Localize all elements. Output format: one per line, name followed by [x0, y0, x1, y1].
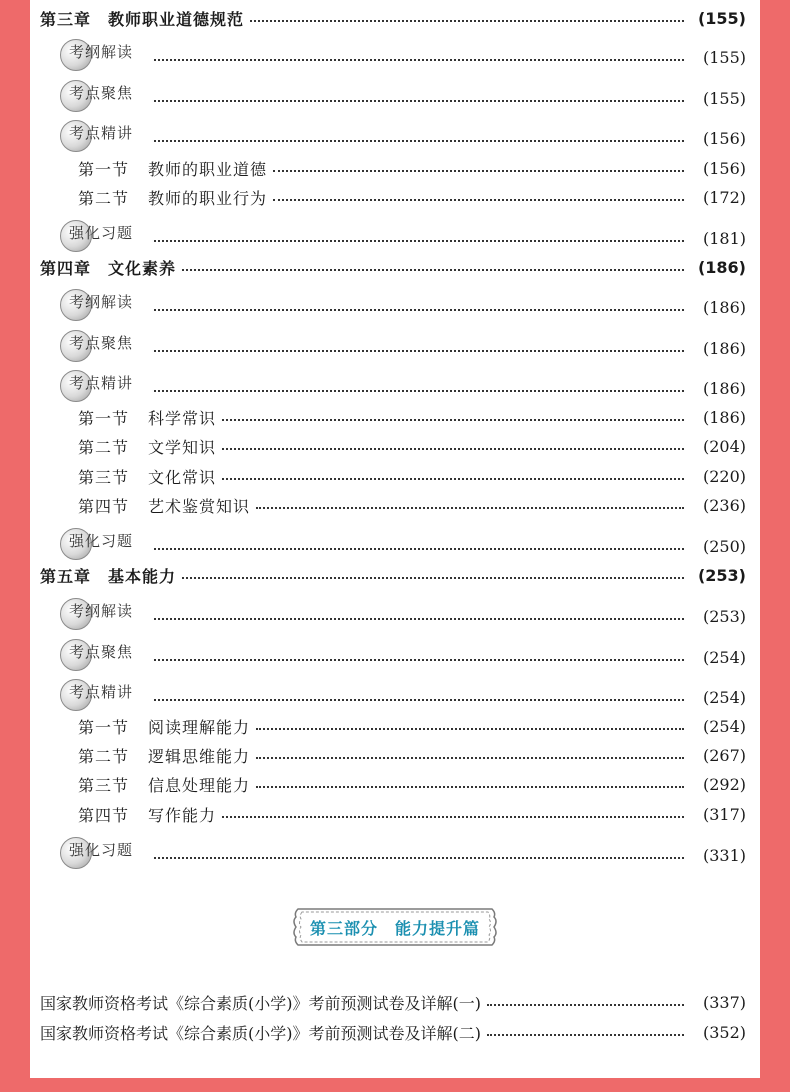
- page-number: (172): [702, 187, 746, 207]
- page-number: (267): [702, 745, 746, 765]
- toc-chapter[interactable]: [40, 6, 746, 30]
- section-title: 文学知识: [148, 437, 217, 457]
- subheading-label: 考点精讲: [69, 682, 134, 701]
- chapter-title: 第三章 教师职业道德规范: [40, 9, 245, 29]
- toc-subheading[interactable]: [60, 601, 746, 628]
- dot-leader: [487, 1024, 684, 1036]
- toc-section[interactable]: [78, 714, 746, 738]
- toc-subheading[interactable]: [60, 292, 746, 319]
- page-number: (254): [702, 647, 746, 667]
- section-title: 教师的职业行为: [148, 188, 268, 208]
- section-number: 第一节: [78, 159, 130, 179]
- banner-title: 第三部分 能力提升篇: [309, 918, 480, 938]
- toc-section[interactable]: [78, 434, 746, 458]
- section-title: 科学常识: [148, 408, 217, 428]
- page-number: (181): [702, 228, 746, 248]
- page-number: (317): [702, 804, 746, 824]
- toc-subheading[interactable]: [60, 373, 746, 400]
- dot-leader: [487, 994, 684, 1006]
- page-number: (156): [702, 128, 746, 148]
- section-number: 第二节: [78, 437, 130, 457]
- dot-leader: [154, 130, 684, 142]
- page-number: (254): [702, 716, 746, 736]
- toc-test-entry[interactable]: [40, 1020, 746, 1044]
- toc-subheading[interactable]: [60, 83, 746, 110]
- dot-leader: [154, 90, 684, 102]
- dot-leader: [182, 567, 684, 579]
- subheading-label: 考点聚焦: [69, 333, 134, 352]
- page-number: (292): [702, 774, 746, 794]
- page-number: (236): [702, 495, 746, 515]
- section-number: 第四节: [78, 496, 130, 516]
- toc-subheading[interactable]: [60, 531, 746, 558]
- subheading-label: 强化习题: [69, 223, 134, 242]
- page-number: (253): [697, 565, 746, 585]
- chapter-title: 第五章 基本能力: [40, 566, 177, 586]
- subheading-label: 考点精讲: [69, 373, 134, 392]
- dot-leader: [154, 49, 684, 61]
- page-number: (156): [702, 158, 746, 178]
- page-number: (155): [702, 47, 746, 67]
- toc-section[interactable]: [78, 464, 746, 488]
- subheading-label: 考点精讲: [69, 123, 134, 142]
- section-number: 第四节: [78, 805, 130, 825]
- subheading-label: 强化习题: [69, 531, 134, 550]
- dot-leader: [222, 468, 684, 480]
- page-number: (186): [702, 407, 746, 427]
- toc-section[interactable]: [78, 156, 746, 180]
- toc-subheading[interactable]: [60, 333, 746, 360]
- page-number: (253): [702, 606, 746, 626]
- page-number: (352): [702, 1022, 746, 1042]
- section-number: 第二节: [78, 746, 130, 766]
- part-banner: [290, 905, 500, 949]
- section-title: 写作能力: [148, 805, 217, 825]
- test-title: 国家教师资格考试《综合素质(小学)》考前预测试卷及详解(二): [40, 1023, 481, 1043]
- page-number: (186): [702, 378, 746, 398]
- section-title: 信息处理能力: [148, 775, 251, 795]
- section-number: 第一节: [78, 408, 130, 428]
- toc-subheading[interactable]: [60, 223, 746, 250]
- dot-leader: [250, 10, 684, 22]
- section-number: 第三节: [78, 775, 130, 795]
- toc-chapter[interactable]: [40, 255, 746, 279]
- dot-leader: [154, 608, 684, 620]
- page-number: (155): [702, 88, 746, 108]
- page-number: (331): [702, 845, 746, 865]
- toc-subheading[interactable]: [60, 682, 746, 709]
- toc-section[interactable]: [78, 772, 746, 796]
- toc-section[interactable]: [78, 493, 746, 517]
- subheading-label: 考纲解读: [69, 292, 134, 311]
- section-title: 文化常识: [148, 467, 217, 487]
- dot-leader: [256, 718, 684, 730]
- dot-leader: [154, 340, 684, 352]
- subheading-label: 考点聚焦: [69, 642, 134, 661]
- toc-section[interactable]: [78, 743, 746, 767]
- subheading-label: 考纲解读: [69, 601, 134, 620]
- page-number: (220): [702, 466, 746, 486]
- toc-test-entry[interactable]: [40, 990, 746, 1014]
- dot-leader: [222, 806, 684, 818]
- dot-leader: [154, 538, 684, 550]
- toc-subheading[interactable]: [60, 42, 746, 69]
- section-number: 第三节: [78, 467, 130, 487]
- dot-leader: [256, 747, 684, 759]
- dot-leader: [256, 497, 684, 509]
- dot-leader: [256, 776, 684, 788]
- toc-subheading[interactable]: [60, 840, 746, 867]
- dot-leader: [154, 689, 684, 701]
- toc-chapter[interactable]: [40, 563, 746, 587]
- page-number: (186): [702, 297, 746, 317]
- page-number: (186): [697, 257, 746, 277]
- subheading-label: 考纲解读: [69, 42, 134, 61]
- dot-leader: [154, 649, 684, 661]
- page-number: (186): [702, 338, 746, 358]
- page-number: (254): [702, 687, 746, 707]
- subheading-label: 考点聚焦: [69, 83, 134, 102]
- toc-section[interactable]: [78, 185, 746, 209]
- toc-section[interactable]: [78, 405, 746, 429]
- dot-leader: [222, 438, 684, 450]
- section-title: 阅读理解能力: [148, 717, 251, 737]
- section-number: 第二节: [78, 188, 130, 208]
- chapter-title: 第四章 文化素养: [40, 258, 177, 278]
- dot-leader: [154, 380, 684, 392]
- dot-leader: [222, 409, 684, 421]
- section-number: 第一节: [78, 717, 130, 737]
- dot-leader: [154, 299, 684, 311]
- page-number: (337): [702, 992, 746, 1012]
- dot-leader: [154, 230, 684, 242]
- subheading-label: 强化习题: [69, 840, 134, 859]
- section-title: 教师的职业道德: [148, 159, 268, 179]
- page-number: (204): [702, 436, 746, 456]
- section-title: 艺术鉴赏知识: [148, 496, 251, 516]
- dot-leader: [154, 847, 684, 859]
- page-number: (155): [697, 8, 746, 28]
- dot-leader: [182, 259, 684, 271]
- page-number: (250): [702, 536, 746, 556]
- section-title: 逻辑思维能力: [148, 746, 251, 766]
- dot-leader: [273, 160, 684, 172]
- test-title: 国家教师资格考试《综合素质(小学)》考前预测试卷及详解(一): [40, 993, 481, 1013]
- toc-section[interactable]: [78, 802, 746, 826]
- toc-page: [30, 0, 760, 1078]
- toc-subheading[interactable]: [60, 642, 746, 669]
- toc-subheading[interactable]: [60, 123, 746, 150]
- dot-leader: [273, 189, 684, 201]
